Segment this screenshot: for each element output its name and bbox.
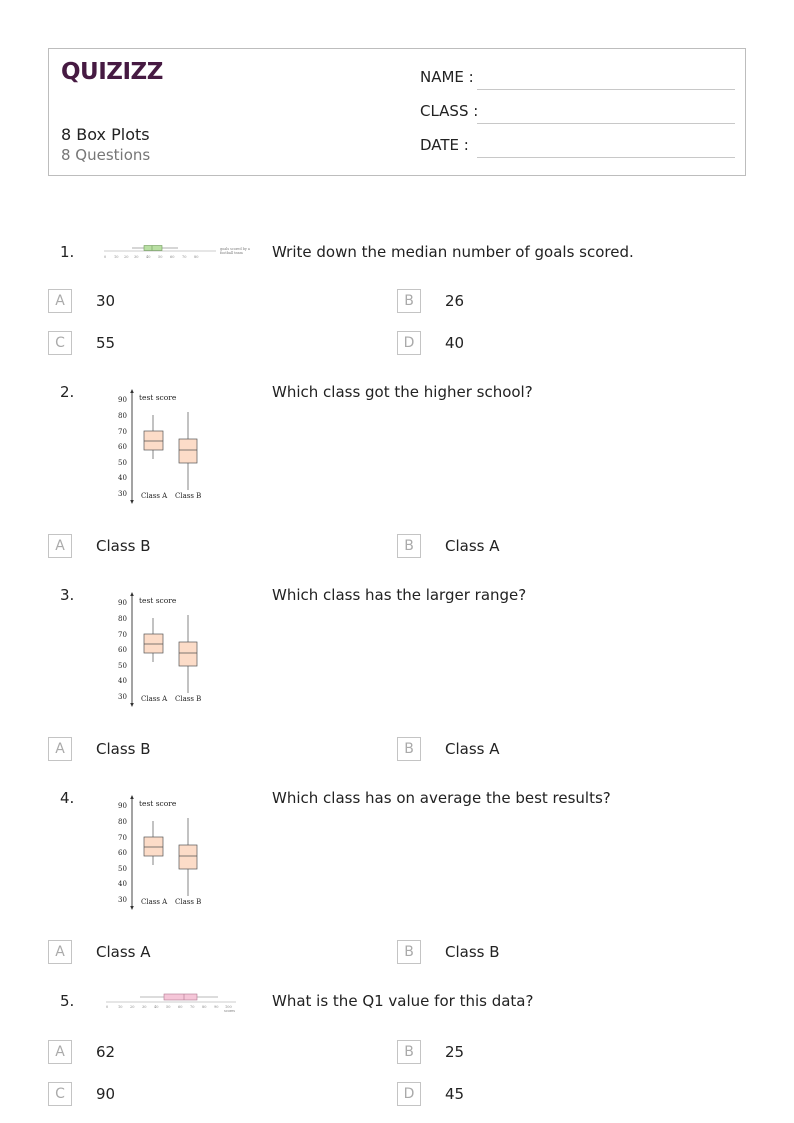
date-field[interactable] xyxy=(420,136,735,158)
class-b-box xyxy=(179,642,197,666)
y-tick-label: 50 xyxy=(118,459,127,467)
q5-option-d-letter[interactable]: D xyxy=(397,1082,421,1106)
class-label: CLASS : xyxy=(420,102,479,120)
y-tick-label: 50 xyxy=(118,865,127,873)
class-a-box xyxy=(144,431,163,450)
q4-option-b-text[interactable]: Class B xyxy=(445,943,500,961)
class-b-box xyxy=(179,439,197,463)
tick-label: 40 xyxy=(154,1005,159,1009)
question-5-number: 5. xyxy=(60,992,75,1010)
q1-option-a-letter[interactable]: A xyxy=(48,289,72,313)
date-label: DATE : xyxy=(420,136,469,154)
y-tick-label: 40 xyxy=(118,677,127,685)
y-tick-label: 90 xyxy=(118,802,127,810)
question-3-number: 3. xyxy=(60,586,75,604)
q2-option-b-letter[interactable]: B xyxy=(397,534,421,558)
y-tick-label: 90 xyxy=(118,396,127,404)
y-tick-label: 60 xyxy=(118,646,127,654)
class-b-label: Class B xyxy=(175,898,202,906)
q1-option-b-letter[interactable]: B xyxy=(397,289,421,313)
q5-option-c-letter[interactable]: C xyxy=(48,1082,72,1106)
question-4-boxplot-image xyxy=(100,794,220,912)
q2-option-a-text[interactable]: Class B xyxy=(96,537,151,555)
y-axis-arrow-bottom xyxy=(130,906,134,910)
question-5-boxplot-image xyxy=(100,990,240,1014)
question-3-boxplot-image xyxy=(100,591,220,709)
q5-option-a-text[interactable]: 62 xyxy=(96,1043,116,1061)
q1-option-d-letter[interactable]: D xyxy=(397,331,421,355)
q3-option-a-letter[interactable]: A xyxy=(48,737,72,761)
tick-label: 30 xyxy=(134,255,139,259)
tick-label: 0 xyxy=(104,255,107,259)
question-2-boxplot-image xyxy=(100,388,220,506)
class-b-label: Class B xyxy=(175,492,202,500)
tick-label: 100 xyxy=(225,1005,232,1009)
figure-caption: goals scored by a xyxy=(220,247,250,251)
y-tick-label: 90 xyxy=(118,599,127,607)
question-1-text: Write down the median number of goals scored. xyxy=(272,243,634,261)
chart-title: test score xyxy=(139,799,177,808)
worksheet-question-count: 8 Questions xyxy=(61,146,151,164)
y-tick-label: 70 xyxy=(118,834,127,842)
q1-option-b-text[interactable]: 26 xyxy=(445,292,465,310)
box xyxy=(164,994,197,1000)
y-tick-label: 70 xyxy=(118,428,127,436)
q1-option-c-letter[interactable]: C xyxy=(48,331,72,355)
y-axis-arrow-top xyxy=(130,795,134,799)
tick-label: 10 xyxy=(114,255,119,259)
tick-label: 80 xyxy=(194,255,199,259)
class-a-label: Class A xyxy=(141,492,168,500)
question-4-number: 4. xyxy=(60,789,75,807)
y-tick-label: 70 xyxy=(118,631,127,639)
figure-caption: scores xyxy=(224,1009,236,1013)
q4-option-a-text[interactable]: Class A xyxy=(96,943,151,961)
y-tick-label: 30 xyxy=(118,490,127,498)
q2-option-b-text[interactable]: Class A xyxy=(445,537,500,555)
y-tick-label: 40 xyxy=(118,880,127,888)
y-tick-label: 40 xyxy=(118,474,127,482)
tick-label: 80 xyxy=(202,1005,207,1009)
q1-option-a-text[interactable]: 30 xyxy=(96,292,116,310)
tick-label: 10 xyxy=(118,1005,123,1009)
question-2-text: Which class got the higher school? xyxy=(272,383,533,401)
y-tick-label: 80 xyxy=(118,818,127,826)
q5-option-a-letter[interactable]: A xyxy=(48,1040,72,1064)
q2-option-a-letter[interactable]: A xyxy=(48,534,72,558)
tick-label: 20 xyxy=(130,1005,135,1009)
q5-option-b-text[interactable]: 25 xyxy=(445,1043,465,1061)
tick-label: 20 xyxy=(124,255,129,259)
y-tick-label: 80 xyxy=(118,412,127,420)
name-label: NAME : xyxy=(420,68,474,86)
y-axis-arrow-bottom xyxy=(130,500,134,504)
tick-label: 50 xyxy=(158,255,163,259)
quizizz-logo: QUIZIZZ xyxy=(61,59,163,85)
chart-title: test score xyxy=(139,596,177,605)
q3-option-a-text[interactable]: Class B xyxy=(96,740,151,758)
y-tick-label: 50 xyxy=(118,662,127,670)
worksheet-title: 8 Box Plots xyxy=(61,125,150,144)
name-field[interactable] xyxy=(420,68,735,90)
tick-label: 40 xyxy=(146,255,151,259)
class-a-box xyxy=(144,837,163,856)
tick-label: 50 xyxy=(166,1005,171,1009)
y-axis-arrow-top xyxy=(130,389,134,393)
question-3-text: Which class has the larger range? xyxy=(272,586,527,604)
figure-caption: football team xyxy=(220,251,243,255)
worksheet-header xyxy=(48,48,746,176)
class-a-label: Class A xyxy=(141,695,168,703)
question-1-number: 1. xyxy=(60,243,75,261)
q4-option-b-letter[interactable]: B xyxy=(397,940,421,964)
q3-option-b-letter[interactable]: B xyxy=(397,737,421,761)
y-tick-label: 80 xyxy=(118,615,127,623)
class-field[interactable] xyxy=(420,102,735,124)
tick-label: 70 xyxy=(182,255,187,259)
y-tick-label: 30 xyxy=(118,693,127,701)
class-b-box xyxy=(179,845,197,869)
chart-title: test score xyxy=(139,393,177,402)
class-a-box xyxy=(144,634,163,653)
tick-label: 60 xyxy=(178,1005,183,1009)
name-line[interactable] xyxy=(477,89,735,90)
y-axis-arrow-top xyxy=(130,592,134,596)
date-line[interactable] xyxy=(477,157,735,158)
question-4-text: Which class has on average the best results? xyxy=(272,789,611,807)
q5-option-b-letter[interactable]: B xyxy=(397,1040,421,1064)
q5-option-c-text[interactable]: 90 xyxy=(96,1085,116,1103)
q4-option-a-letter[interactable]: A xyxy=(48,940,72,964)
class-b-label: Class B xyxy=(175,695,202,703)
tick-label: 90 xyxy=(214,1005,219,1009)
class-a-label: Class A xyxy=(141,898,168,906)
q1-option-d-text[interactable]: 40 xyxy=(445,334,465,352)
question-2-number: 2. xyxy=(60,383,75,401)
y-tick-label: 60 xyxy=(118,443,127,451)
tick-label: 70 xyxy=(190,1005,195,1009)
tick-label: 0 xyxy=(106,1005,109,1009)
y-tick-label: 30 xyxy=(118,896,127,904)
question-5-text: What is the Q1 value for this data? xyxy=(272,992,534,1010)
q3-option-b-text[interactable]: Class A xyxy=(445,740,500,758)
y-tick-label: 60 xyxy=(118,849,127,857)
y-axis-arrow-bottom xyxy=(130,703,134,707)
box xyxy=(144,246,162,251)
q1-option-c-text[interactable]: 55 xyxy=(96,334,116,352)
q5-option-d-text[interactable]: 45 xyxy=(445,1085,465,1103)
tick-label: 60 xyxy=(170,255,175,259)
class-line[interactable] xyxy=(477,123,735,124)
question-1-boxplot-image xyxy=(100,242,250,260)
tick-label: 30 xyxy=(142,1005,147,1009)
